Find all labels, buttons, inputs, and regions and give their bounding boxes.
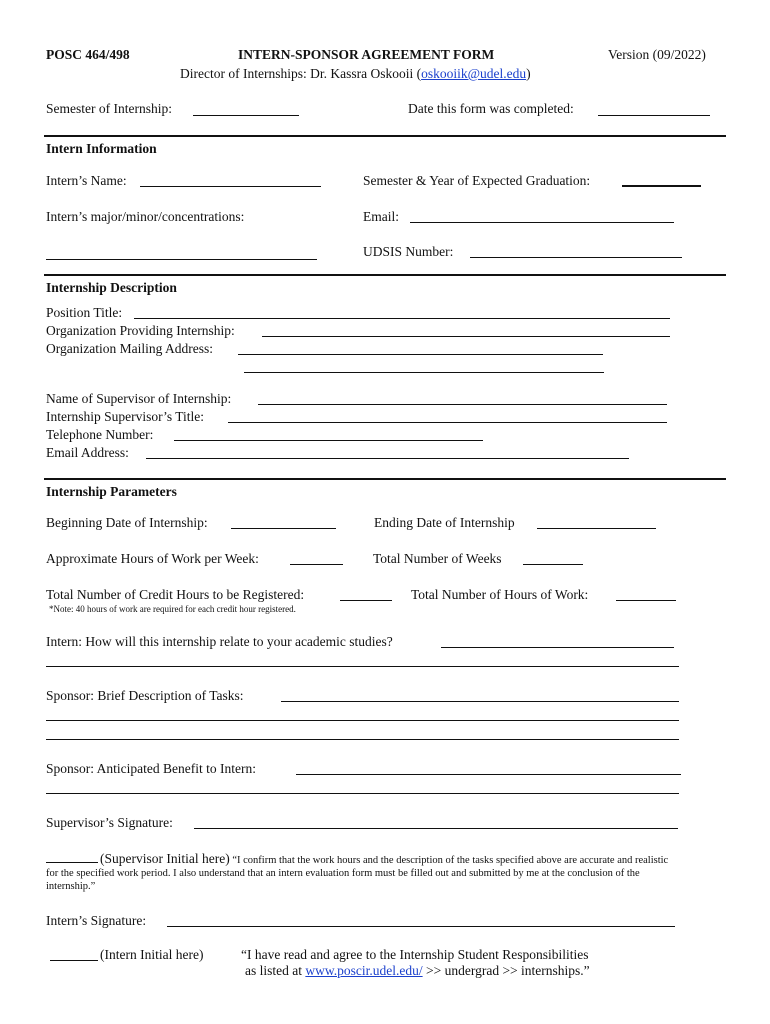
mailing-address-field[interactable] xyxy=(238,354,603,355)
total-hours-label: Total Number of Hours of Work: xyxy=(411,587,589,602)
intern-signature-field[interactable] xyxy=(167,926,675,927)
supervisor-statement-2: for the specified work period. I also understand that an intern evaluation form must be filled out and submitted by me at the conclusion of the xyxy=(46,868,640,879)
intern-statement-line-2 xyxy=(245,963,590,979)
tasks-label: Sponsor: Brief Description of Tasks: xyxy=(46,688,244,703)
director-suffix: ) xyxy=(526,66,531,81)
section-divider xyxy=(44,478,726,480)
organization-field[interactable] xyxy=(262,336,670,337)
position-label: Position Title: xyxy=(46,305,123,320)
supervisor-name-label: Name of Supervisor of Internship: xyxy=(46,391,232,406)
supervisor-title-label: Internship Supervisor’s Title: xyxy=(46,409,205,424)
description-heading: Internship Description xyxy=(46,280,177,295)
intern-statement-1: “I have read and agree to the Internship Student Responsibilities xyxy=(241,947,589,962)
director-email-link[interactable]: oskooiik@udel.edu xyxy=(421,66,527,81)
tasks-field-2[interactable] xyxy=(46,720,679,721)
course-code: POSC 464/498 xyxy=(46,47,130,62)
mailing-address-field-2[interactable] xyxy=(244,372,604,373)
supervisor-name-field[interactable] xyxy=(258,404,667,405)
intern-relate-field-2[interactable] xyxy=(46,666,679,667)
director-line xyxy=(180,66,531,82)
total-weeks-label: Total Number of Weeks xyxy=(373,551,502,566)
supervisor-initial-field[interactable] xyxy=(46,862,98,863)
intern-name-field[interactable] xyxy=(140,186,321,187)
credit-note: *Note: 40 hours of work are required for each credit hour registered. xyxy=(49,604,296,614)
benefit-field-2[interactable] xyxy=(46,793,679,794)
intern-initial-label: (Intern Initial here) xyxy=(100,947,204,962)
graduation-label: Semester & Year of Expected Graduation: xyxy=(363,173,591,188)
date-completed-label: Date this form was completed: xyxy=(408,101,574,116)
benefit-label: Sponsor: Anticipated Benefit to Intern: xyxy=(46,761,256,776)
tasks-field[interactable] xyxy=(281,701,679,702)
form-title: INTERN-SPONSOR AGREEMENT FORM xyxy=(238,47,495,62)
intern-initial-field[interactable] xyxy=(50,960,98,961)
telephone-label: Telephone Number: xyxy=(46,427,154,442)
major-field[interactable] xyxy=(46,259,317,260)
section-divider xyxy=(44,274,726,276)
parameters-heading: Internship Parameters xyxy=(46,484,177,499)
credit-hours-label: Total Number of Credit Hours to be Registered: xyxy=(46,587,305,602)
udsis-label: UDSIS Number: xyxy=(363,244,454,259)
poscir-link[interactable]: www.poscir.udel.edu/ xyxy=(305,963,423,978)
udsis-field[interactable] xyxy=(470,257,682,258)
begin-date-field[interactable] xyxy=(231,528,336,529)
total-hours-field[interactable] xyxy=(616,600,676,601)
credit-hours-field[interactable] xyxy=(340,600,392,601)
benefit-field[interactable] xyxy=(296,774,681,775)
intern-relate-field[interactable] xyxy=(441,647,674,648)
semester-field[interactable] xyxy=(193,115,299,116)
intern-info-heading: Intern Information xyxy=(46,141,157,156)
tasks-field-3[interactable] xyxy=(46,739,679,740)
semester-label: Semester of Internship: xyxy=(46,101,172,116)
supervisor-signature-label: Supervisor’s Signature: xyxy=(46,815,173,830)
supervisor-title-field[interactable] xyxy=(228,422,667,423)
end-date-label: Ending Date of Internship xyxy=(374,515,515,530)
mailing-address-label: Organization Mailing Address: xyxy=(46,341,213,356)
supervisor-initial-label: (Supervisor Initial here) xyxy=(100,851,230,866)
position-field[interactable] xyxy=(134,318,670,319)
email-label: Email: xyxy=(363,209,399,224)
intern-signature-label: Intern’s Signature: xyxy=(46,913,147,928)
supervisor-signature-field[interactable] xyxy=(194,828,678,829)
organization-label: Organization Providing Internship: xyxy=(46,323,235,338)
intern-name-label: Intern’s Name: xyxy=(46,173,127,188)
version-label: Version (09/2022) xyxy=(608,47,706,62)
supervisor-statement-line-1 xyxy=(100,851,668,868)
graduation-field[interactable] xyxy=(622,185,701,187)
director-prefix: Director of Internships: Dr. Kassra Oskooii ( xyxy=(180,66,422,81)
hours-per-week-field[interactable] xyxy=(290,564,343,565)
supervisor-statement-1: “I confirm that the work hours and the description of the tasks specified above are accurate and realistic xyxy=(229,855,669,866)
hours-per-week-label: Approximate Hours of Work per Week: xyxy=(46,551,259,566)
begin-date-label: Beginning Date of Internship: xyxy=(46,515,208,530)
supervisor-statement-3: internship.” xyxy=(46,881,96,892)
end-date-field[interactable] xyxy=(537,528,656,529)
intern-statement-prefix: as listed at xyxy=(245,963,306,978)
major-label: Intern’s major/minor/concentrations: xyxy=(46,209,245,224)
section-divider xyxy=(44,135,726,137)
total-weeks-field[interactable] xyxy=(523,564,583,565)
intern-relate-label: Intern: How will this internship relate to your academic studies? xyxy=(46,634,393,649)
email-address-label: Email Address: xyxy=(46,445,129,460)
intern-statement-suffix: >> undergrad >> internships.” xyxy=(422,963,590,978)
date-completed-field[interactable] xyxy=(598,115,710,116)
telephone-field[interactable] xyxy=(174,440,483,441)
email-field[interactable] xyxy=(410,222,674,223)
email-address-field[interactable] xyxy=(146,458,629,459)
